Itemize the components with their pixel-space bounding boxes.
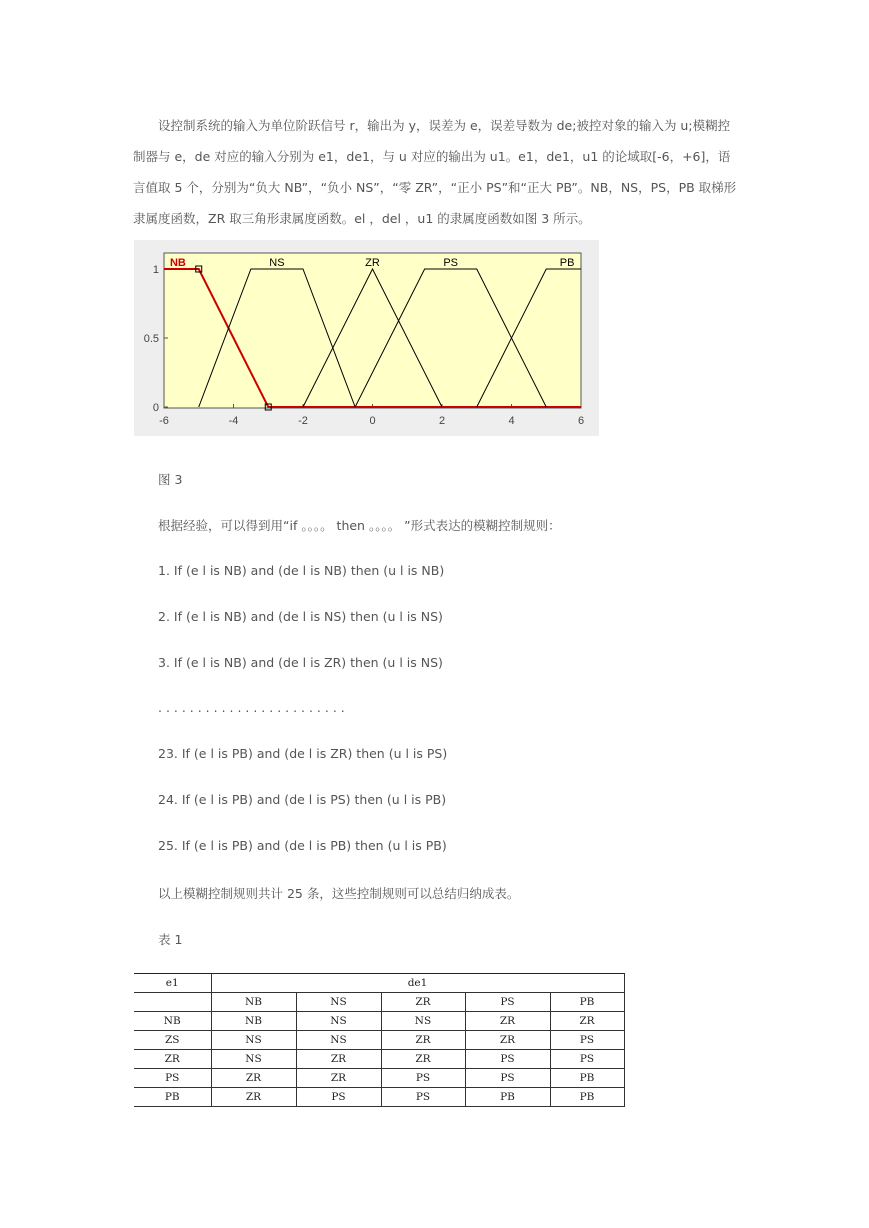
row-label: ZS [134, 1031, 211, 1050]
summary-text: 以上模糊控制规则共计 25 条，这些控制规则可以总结归纳成表。 [158, 886, 520, 901]
table-cell: NS [296, 1012, 381, 1031]
x-tick-label: -6 [159, 415, 169, 427]
y-tick-label: 1 [152, 264, 159, 276]
rule-3: 3. If (e l is NB) and (de l is ZR) then (u l is NS) [158, 655, 443, 670]
table-cell: NS [296, 1031, 381, 1050]
x-tick-label: -4 [228, 415, 239, 427]
table-cell: PS [465, 1050, 550, 1069]
row-label: NB [134, 1012, 211, 1031]
intro-paragraph [133, 110, 739, 234]
table-cell: PS [550, 1050, 624, 1069]
membership-chart [134, 240, 599, 436]
x-tick-label: 6 [577, 415, 585, 427]
table-row [134, 1069, 624, 1088]
column-header: NB [211, 993, 296, 1012]
table-row [134, 1088, 624, 1107]
table-cell: ZR [381, 1050, 465, 1069]
table-cell: NS [211, 1031, 296, 1050]
y-tick-label: 0.5 [143, 333, 159, 345]
series-label-ns: NS [269, 257, 285, 269]
table-cell: PS [381, 1069, 465, 1088]
table-cell: PB [465, 1088, 550, 1107]
row-label: PB [134, 1088, 211, 1107]
table-caption: 表 1 [158, 932, 183, 947]
table-cell: PS [550, 1031, 624, 1050]
rule-table [134, 973, 625, 1107]
table-cell: PS [296, 1088, 381, 1107]
column-header: NS [296, 993, 381, 1012]
table-column-row [134, 993, 624, 1012]
table-cell: NB [211, 1012, 296, 1031]
table-cell: ZR [465, 1012, 550, 1031]
rule-2: 2. If (e l is NB) and (de l is NS) then (u l is NS) [158, 609, 443, 624]
table-cell: PB [550, 1088, 624, 1107]
rule-23: 23. If (e l is PB) and (de l is ZR) then (u l is PS) [158, 746, 448, 761]
rule-25: 25. If (e l is PB) and (de l is PB) then (u l is PB) [158, 838, 447, 853]
series-label-ps: PS [443, 257, 459, 269]
table-header-row [134, 974, 624, 993]
table-cell: ZR [381, 1031, 465, 1050]
table-cell: NS [211, 1050, 296, 1069]
table-cell: PB [550, 1069, 624, 1088]
table-cell: ZR [296, 1050, 381, 1069]
rule-1: 1. If (e l is NB) and (de l is NB) then (u l is NB) [158, 563, 445, 578]
column-header: PS [465, 993, 550, 1012]
row-label: ZR [134, 1050, 211, 1069]
table-cell: NS [381, 1012, 465, 1031]
rule-ellipsis: . . . . . . . . . . . . . . . . . . . . . . . . [158, 700, 345, 715]
table-row [134, 1050, 624, 1069]
table-cell: ZR [211, 1069, 296, 1088]
x-tick-label: 2 [438, 415, 446, 427]
x-tick-label: -2 [298, 415, 308, 427]
table-cell [134, 993, 211, 1012]
series-label-pb: PB [559, 257, 575, 269]
rules-intro: 根据经验，可以得到用“if 。。。。 then 。。。。 ”形式表达的模糊控制规则： [158, 518, 561, 533]
row-label: PS [134, 1069, 211, 1088]
x-tick-label: 0 [369, 415, 376, 427]
table-group-header: de1 [211, 974, 624, 993]
series-label-zr: ZR [365, 257, 380, 269]
table-cell: PS [465, 1069, 550, 1088]
table-cell: ZR [296, 1069, 381, 1088]
column-header: PB [550, 993, 624, 1012]
intro-text: 设控制系统的输入为单位阶跃信号 r，输出为 y，误差为 e，误差导数为 de;被控对象的输入为 u;模糊控制器与 e，de 对应的输入分别为 e1，de1，与 u 对应的输出为 u1。e1，de1，u1 的论域取[-6，+6]，语言值取 5 个，分别为“负大 NB”，“负小 NS”，“零 ZR”，“正小 PS”和“正大 PB”。NB，NS，PS，PB 取梯形隶属度函数，ZR 取三角形隶属度函数。el ，del ，u1 的隶属度函数如图 3 所示。 [133, 118, 737, 226]
table-cell: ZR [465, 1031, 550, 1050]
plot-area [164, 253, 581, 408]
table-cell: ZR [211, 1088, 296, 1107]
figure-caption: 图 3 [158, 472, 183, 487]
table-row [134, 1031, 624, 1050]
series-label-nb: NB [169, 257, 186, 269]
membership-figure [134, 240, 599, 436]
table-row [134, 1012, 624, 1031]
x-tick-label: 4 [508, 415, 515, 427]
column-header: ZR [381, 993, 465, 1012]
rule-24: 24. If (e l is PB) and (de l is PS) then (u l is PB) [158, 792, 447, 807]
table-corner: e1 [134, 974, 211, 993]
table-cell: PS [381, 1088, 465, 1107]
y-tick-label: 0 [152, 402, 159, 414]
table-cell: ZR [550, 1012, 624, 1031]
